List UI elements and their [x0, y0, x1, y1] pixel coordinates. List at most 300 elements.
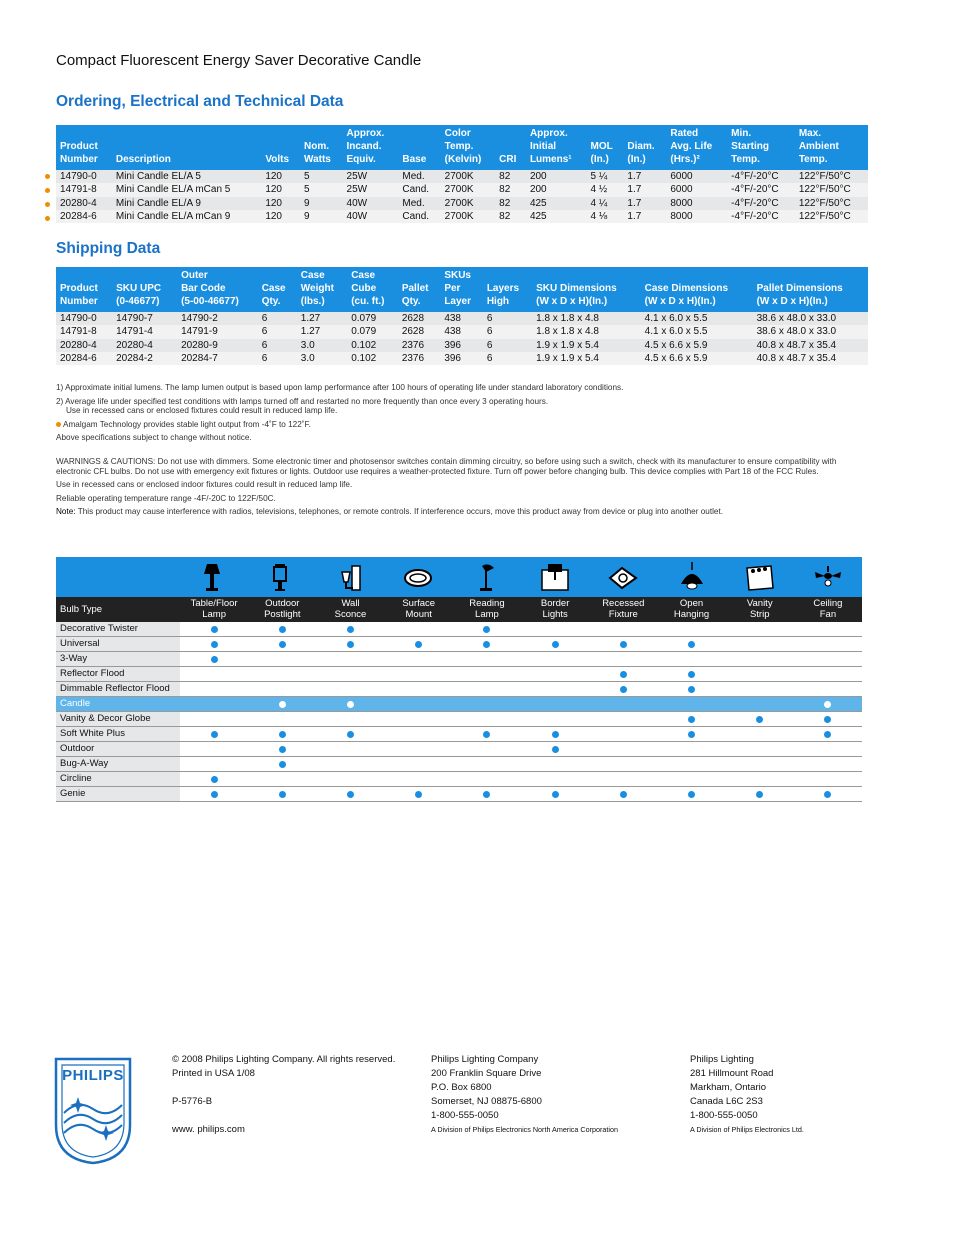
compat-mark: [521, 682, 589, 696]
ordering-col-header: MOL (In.): [587, 125, 624, 170]
fixture-label: Reading Lamp: [469, 598, 505, 620]
table-lamp-icon: [180, 557, 248, 597]
compat-mark: [248, 742, 316, 756]
shipping-cell: 0.079: [351, 313, 377, 325]
dot-icon: [824, 791, 831, 798]
shipping-cell: 6: [486, 339, 493, 351]
footer-line: 200 Franklin Square Drive: [431, 1068, 542, 1079]
shipping-col-header: Case Qty.: [258, 267, 297, 312]
dot-icon: [483, 791, 490, 798]
compat-mark: [657, 697, 725, 711]
shipping-cell: 20284-6: [60, 353, 97, 365]
dot-icon: [552, 746, 559, 753]
bulb-row: [56, 742, 862, 757]
dot-icon: [756, 716, 763, 723]
compat-mark: [385, 637, 453, 651]
compat-mark: [521, 757, 589, 771]
compat-mark: [385, 697, 453, 711]
amalgam-note: Amalgam Technology provides stable light output from -4˚F to 122˚F.: [56, 420, 868, 430]
dot-icon: [552, 641, 559, 648]
dot-icon: [824, 716, 831, 723]
bulb-row: [56, 712, 862, 727]
ordering-cell: 8000: [670, 197, 693, 209]
fixture-label: Recessed Fixture: [602, 598, 645, 620]
bulb-type-name: Candle: [56, 697, 180, 711]
ordering-cell: Med.: [402, 171, 425, 183]
bulb-row: [56, 682, 862, 697]
shipping-cell: 20284-7: [181, 353, 218, 365]
fixture-label: Vanity Strip: [746, 598, 773, 620]
footer-line: P-5776-B: [172, 1096, 213, 1107]
ordering-cell: 6000: [670, 184, 693, 196]
ordering-cell: 122°F/50°C: [798, 211, 851, 223]
ordering-col-header: Color Temp. (Kelvin): [441, 125, 495, 170]
footer-line: 281 Hillmount Road: [690, 1068, 774, 1079]
shipping-cell: 0.102: [351, 339, 377, 351]
shipping-cell: 14790-7: [116, 313, 153, 325]
compat-mark: [248, 772, 316, 786]
dot-icon: [211, 731, 218, 738]
compat-mark: [453, 772, 521, 786]
compat-mark: [385, 772, 453, 786]
compat-mark: [385, 712, 453, 726]
ordering-cell: 14790-0: [60, 171, 97, 183]
compat-mark: [589, 622, 657, 636]
compat-mark: [794, 637, 862, 651]
compat-mark: [316, 757, 384, 771]
ordering-cell: Mini Candle EL/A 9: [115, 197, 201, 209]
compat-mark: [726, 667, 794, 681]
compat-mark: [726, 727, 794, 741]
shipping-cell: 14790-2: [181, 313, 218, 325]
bulb-row: [56, 637, 862, 652]
compat-mark: [657, 742, 725, 756]
shipping-cell: 1.27: [300, 326, 321, 338]
ordering-cell: 1.7: [627, 197, 642, 209]
shipping-cell: 6: [261, 326, 268, 338]
ordering-cell: -4°F/-20°C: [731, 197, 779, 209]
shipping-row: [56, 352, 868, 365]
compat-mark: [385, 742, 453, 756]
ordering-col-header: Product Number: [56, 125, 112, 170]
shipping-cell: 4.5 x 6.6 x 5.9: [644, 339, 708, 351]
dot-icon: [415, 791, 422, 798]
shipping-cell: 6: [261, 313, 268, 325]
compat-mark: [657, 727, 725, 741]
shipping-cell: 4.1 x 6.0 x 5.5: [644, 313, 708, 325]
warnings: WARNINGS & CAUTIONS: Do not use with dimmers. Some electronic timer and photosensor switches contain dimming circuitry, so before using such a switch, check with its manufacturer to ensure compatibility with electronic CFL bulbs. Do not use with emergency exit fixtures or lights. Outdoor use requires a weather-protected fixture. Turn off power before changing bulb. This device complies with Part 18 of the FCC Rules.: [56, 456, 837, 476]
compat-mark: [726, 652, 794, 666]
footer-division-us: A Division of Philips Electronics North America Corporation: [431, 1125, 618, 1134]
compat-mark: [589, 757, 657, 771]
ceiling-fan-icon: [794, 557, 862, 597]
compat-mark: [521, 637, 589, 651]
compat-mark: [794, 697, 862, 711]
ordering-col-header: Nom. Watts: [300, 125, 343, 170]
ordering-cell: Mini Candle EL/A 5: [115, 171, 201, 183]
shipping-cell: 6: [486, 326, 493, 338]
bulb-row: [56, 787, 862, 802]
shipping-cell: 4.5 x 6.6 x 5.9: [644, 353, 708, 365]
compat-mark: [657, 667, 725, 681]
ordering-cell: Mini Candle EL/A mCan 9: [115, 211, 231, 223]
compat-mark: [657, 682, 725, 696]
shipping-col-header: Case Cube (cu. ft.): [347, 267, 398, 312]
footer-col-1: [172, 1053, 395, 1137]
compat-mark: [385, 667, 453, 681]
open-hanging-icon: [657, 557, 725, 597]
compat-mark: [248, 637, 316, 651]
dot-icon: [347, 701, 354, 708]
compat-mark: [453, 637, 521, 651]
compat-mark: [180, 697, 248, 711]
shipping-cell: 3.0: [300, 339, 315, 351]
shipping-cell: 14791-9: [181, 326, 218, 338]
footer-line: P.O. Box 6800: [431, 1082, 492, 1093]
ordering-cell: 82: [499, 184, 511, 196]
ordering-col-header: Approx. Incand. Equiv.: [343, 125, 399, 170]
ordering-cell: -4°F/-20°C: [731, 184, 779, 196]
compat-mark: [180, 682, 248, 696]
shipping-col-header: SKU UPC (0-46677): [112, 267, 177, 312]
shipping-row: [56, 312, 868, 325]
dot-icon: [279, 761, 286, 768]
compat-mark: [180, 772, 248, 786]
bulb-type-label: Bulb Type: [60, 604, 103, 615]
shipping-table: [56, 267, 868, 365]
compat-mark: [316, 787, 384, 801]
dot-icon: [279, 731, 286, 738]
ordering-heading: Ordering, Electrical and Technical Data: [56, 93, 344, 110]
compat-mark: [248, 712, 316, 726]
ordering-cell: 425: [529, 211, 547, 223]
page-title: Compact Fluorescent Energy Saver Decorative Candle: [56, 52, 422, 69]
compat-mark: [589, 787, 657, 801]
compat-mark: [589, 652, 657, 666]
amalgam-bullet: [56, 422, 61, 427]
compat-mark: [521, 787, 589, 801]
bulb-type-name: Soft White Plus: [56, 727, 180, 741]
compat-mark: [726, 697, 794, 711]
footer-line: [172, 1081, 395, 1095]
bulb-row: [56, 697, 862, 712]
bulb-row: [56, 757, 862, 772]
compat-mark: [589, 712, 657, 726]
shipping-cell: 20280-4: [116, 339, 153, 351]
shipping-col-header: SKU Dimensions (W x D x H)(In.): [532, 267, 641, 312]
shipping-col-header: SKUs Per Layer: [440, 267, 483, 312]
ordering-row: [56, 183, 868, 196]
footer-line: [172, 1109, 395, 1123]
dot-icon: [347, 626, 354, 633]
compat-mark: [248, 682, 316, 696]
compat-mark: [726, 772, 794, 786]
compat-mark: [726, 757, 794, 771]
ordering-cell: 120: [265, 197, 282, 209]
compat-mark: [316, 742, 384, 756]
ordering-cell: -4°F/-20°C: [731, 211, 779, 223]
recessed-note: Use in recessed cans or enclosed indoor fixtures could result in reduced lamp life.: [56, 480, 353, 490]
bulb-type-name: Genie: [56, 787, 180, 801]
compat-mark: [453, 757, 521, 771]
shipping-col-header: Case Weight (lbs.): [297, 267, 347, 312]
compat-mark: [248, 727, 316, 741]
shipping-cell: 20280-4: [60, 339, 97, 351]
ordering-cell: 82: [499, 211, 511, 223]
shipping-cell: 20284-2: [116, 353, 153, 365]
shipping-cell: 1.9 x 1.9 x 5.4: [536, 339, 599, 351]
ordering-cell: 120: [265, 211, 282, 223]
shipping-cell: 6: [261, 339, 268, 351]
fixture-labels-row: [56, 597, 862, 622]
compat-mark: [657, 757, 725, 771]
compat-mark: [453, 727, 521, 741]
compat-mark: [726, 682, 794, 696]
amalgam-bullet: [45, 188, 50, 193]
shipping-header-row: [56, 267, 868, 312]
dot-icon: [211, 791, 218, 798]
bulb-type-name: 3-Way: [56, 652, 180, 666]
compat-mark: [521, 772, 589, 786]
ordering-col-header: Rated Avg. Life (Hrs.)²: [666, 125, 727, 170]
ordering-table: [56, 125, 868, 223]
shipping-cell: 0.102: [351, 353, 377, 365]
ordering-cell: 122°F/50°C: [798, 197, 851, 209]
ordering-col-header: Diam. (In.): [623, 125, 666, 170]
reading-lamp-icon: [453, 557, 521, 597]
compat-mark: [521, 667, 589, 681]
shipping-cell: 14791-8: [60, 326, 97, 338]
compat-mark: [316, 697, 384, 711]
reliable-note: Reliable operating temperature range -4F/-20C to 122F/50C.: [56, 493, 276, 503]
shipping-cell: 1.8 x 1.8 x 4.8: [536, 326, 599, 338]
shipping-cell: 40.8 x 48.7 x 35.4: [756, 353, 837, 365]
footer-line: Philips Lighting Company: [431, 1054, 539, 1065]
footer-line: © 2008 Philips Lighting Company. All rights reserved.: [172, 1054, 396, 1065]
shipping-heading: Shipping Data: [56, 240, 161, 257]
ordering-cell: 5: [304, 184, 310, 196]
dot-icon: [279, 791, 286, 798]
compat-mark: [180, 742, 248, 756]
compat-mark: [316, 667, 384, 681]
bulb-row: [56, 727, 862, 742]
footnote-2: 2) Average life under specified test conditions with lamps turned off and restarted no more frequently than once every 3 operating hours. Use in recessed cans or enclosed fixtures could result in reduced lamp life.: [56, 396, 549, 416]
compat-mark: [385, 787, 453, 801]
compat-mark: [794, 757, 862, 771]
dot-icon: [483, 731, 490, 738]
footer-line: Canada L6C 2S3: [690, 1096, 763, 1107]
ordering-cell: 122°F/50°C: [798, 171, 851, 183]
ordering-cell: 2700K: [444, 211, 474, 223]
bulb-row: [56, 622, 862, 637]
compat-mark: [180, 637, 248, 651]
shipping-col-header: Outer Bar Code (5-00-46677): [177, 267, 258, 312]
compat-mark: [657, 622, 725, 636]
fixture-label: Wall Sconce: [334, 598, 367, 620]
compat-mark: [589, 772, 657, 786]
compat-mark: [453, 622, 521, 636]
compat-mark: [726, 622, 794, 636]
ordering-cell: 9: [304, 211, 310, 223]
ordering-cell: 4 ½: [590, 184, 608, 196]
ordering-cell: Med.: [402, 197, 425, 209]
compat-mark: [589, 742, 657, 756]
ordering-cell: 4 ¼: [590, 197, 608, 209]
shipping-cell: 4.1 x 6.0 x 5.5: [644, 326, 708, 338]
footnotes: [56, 383, 868, 521]
compat-mark: [794, 742, 862, 756]
compat-mark: [180, 667, 248, 681]
compat-mark: [794, 712, 862, 726]
shipping-col-header: Product Number: [56, 267, 112, 312]
footer-col-2: [431, 1053, 618, 1137]
ordering-col-header: Approx. Initial Lumens¹: [526, 125, 587, 170]
footer-col-3: [690, 1053, 804, 1137]
shipping-cell: 14790-0: [60, 313, 97, 325]
shipping-cell: 40.8 x 48.7 x 35.4: [756, 339, 837, 351]
compat-mark: [521, 712, 589, 726]
ordering-cell: 122°F/50°C: [798, 184, 851, 196]
ordering-col-header: Volts: [261, 125, 300, 170]
compat-mark: [248, 697, 316, 711]
shipping-cell: 3.0: [300, 353, 315, 365]
dot-icon: [824, 731, 831, 738]
bulb-row: [56, 667, 862, 682]
compat-mark: [180, 712, 248, 726]
ordering-cell: 4 ⅛: [590, 211, 608, 223]
footer-line: 1-800-555-0050: [690, 1110, 758, 1121]
compat-mark: [180, 727, 248, 741]
compat-mark: [248, 667, 316, 681]
bulb-type-name: Outdoor: [56, 742, 180, 756]
bulb-type-name: Bug-A-Way: [56, 757, 180, 771]
compat-mark: [385, 622, 453, 636]
ordering-cell: 20284-6: [60, 211, 97, 223]
shipping-cell: 2628: [401, 313, 425, 325]
fixture-label: Outdoor Postlight: [264, 598, 301, 620]
dot-icon: [211, 776, 218, 783]
shipping-cell: 2376: [401, 339, 425, 351]
compat-mark: [385, 727, 453, 741]
shipping-cell: 6: [486, 313, 493, 325]
footer-line: Somerset, NJ 08875-6800: [431, 1096, 542, 1107]
ordering-cell: 2700K: [444, 184, 474, 196]
ordering-cell: 2700K: [444, 197, 474, 209]
shipping-cell: 438: [444, 326, 461, 338]
compat-mark: [316, 772, 384, 786]
compat-mark: [248, 652, 316, 666]
ordering-col-header: Min. Starting Temp.: [727, 125, 795, 170]
ordering-cell: 25W: [346, 171, 368, 183]
fixture-label: Surface Mount: [402, 598, 436, 620]
footer-line[interactable]: www. philips.com: [172, 1124, 245, 1135]
compat-mark: [316, 622, 384, 636]
ordering-cell: Cand.: [402, 184, 430, 196]
shipping-row: [56, 325, 868, 338]
footer-line: Markham, Ontario: [690, 1082, 767, 1093]
shipping-cell: 438: [444, 313, 461, 325]
dot-icon: [552, 731, 559, 738]
compat-mark: [180, 757, 248, 771]
logo-wordmark: PHILIPS: [62, 1067, 124, 1084]
ordering-cell: 120: [265, 184, 282, 196]
shipping-cell: 1.8 x 1.8 x 4.8: [536, 313, 599, 325]
shipping-cell: 14791-4: [116, 326, 153, 338]
compat-mark: [589, 637, 657, 651]
dot-icon: [211, 626, 218, 633]
compat-mark: [248, 622, 316, 636]
footnote-1: 1) Approximate initial lumens. The lamp lumen output is based upon lamp performance after 100 hours of operating life under standard laboratory conditions.: [56, 383, 624, 392]
ordering-row: [56, 197, 868, 210]
ordering-cell: 14791-8: [60, 184, 97, 196]
wall-sconce-icon: [316, 557, 384, 597]
compat-mark: [726, 637, 794, 651]
dot-icon: [688, 686, 695, 693]
ordering-cell: 9: [304, 197, 310, 209]
compat-mark: [657, 637, 725, 651]
ordering-cell: 1.7: [627, 184, 642, 196]
compat-mark: [794, 652, 862, 666]
dot-icon: [279, 701, 286, 708]
ordering-cell: 425: [529, 197, 547, 209]
compat-mark: [794, 727, 862, 741]
compat-mark: [657, 772, 725, 786]
shipping-col-header: Case Dimensions (W x D x H)(In.): [641, 267, 753, 312]
ordering-cell: 25W: [346, 184, 368, 196]
shipping-cell: 396: [444, 353, 461, 365]
compat-mark: [794, 772, 862, 786]
dot-icon: [688, 716, 695, 723]
compat-mark: [521, 742, 589, 756]
bulb-type-name: Vanity & Decor Globe: [56, 712, 180, 726]
dot-icon: [415, 641, 422, 648]
vanity-strip-icon: [726, 557, 794, 597]
compat-mark: [726, 787, 794, 801]
dot-icon: [483, 641, 490, 648]
dot-icon: [620, 641, 627, 648]
dot-icon: [279, 746, 286, 753]
compat-mark: [316, 682, 384, 696]
ordering-cell: 120: [265, 171, 282, 183]
footer-line: 1-800-555-0050: [431, 1110, 499, 1121]
fixture-icons-row: [56, 557, 862, 597]
amalgam-bullet: [45, 216, 50, 221]
compat-mark: [453, 742, 521, 756]
shipping-cell: 6: [261, 353, 268, 365]
compat-mark: [453, 652, 521, 666]
compat-mark: [794, 667, 862, 681]
dot-icon: [552, 791, 559, 798]
ordering-col-header: Max. Ambient Temp.: [795, 125, 868, 170]
footer-division-ca: A Division of Philips Electronics Ltd.: [690, 1125, 804, 1134]
compat-mark: [794, 682, 862, 696]
dot-icon: [483, 626, 490, 633]
shipping-cell: 6: [486, 353, 493, 365]
bulb-type-name: Circline: [56, 772, 180, 786]
bulb-type-name: Universal: [56, 637, 180, 651]
compat-mark: [521, 622, 589, 636]
compat-mark: [248, 787, 316, 801]
shipping-cell: 38.6 x 48.0 x 33.0: [756, 326, 837, 338]
bulb-type-name: Decorative Twister: [56, 622, 180, 636]
border-lights-icon: [521, 557, 589, 597]
dot-icon: [279, 641, 286, 648]
compat-mark: [453, 712, 521, 726]
ordering-cell: 2700K: [444, 171, 474, 183]
fixture-label: Ceiling Fan: [813, 598, 843, 620]
dot-icon: [347, 791, 354, 798]
compat-mark: [180, 652, 248, 666]
